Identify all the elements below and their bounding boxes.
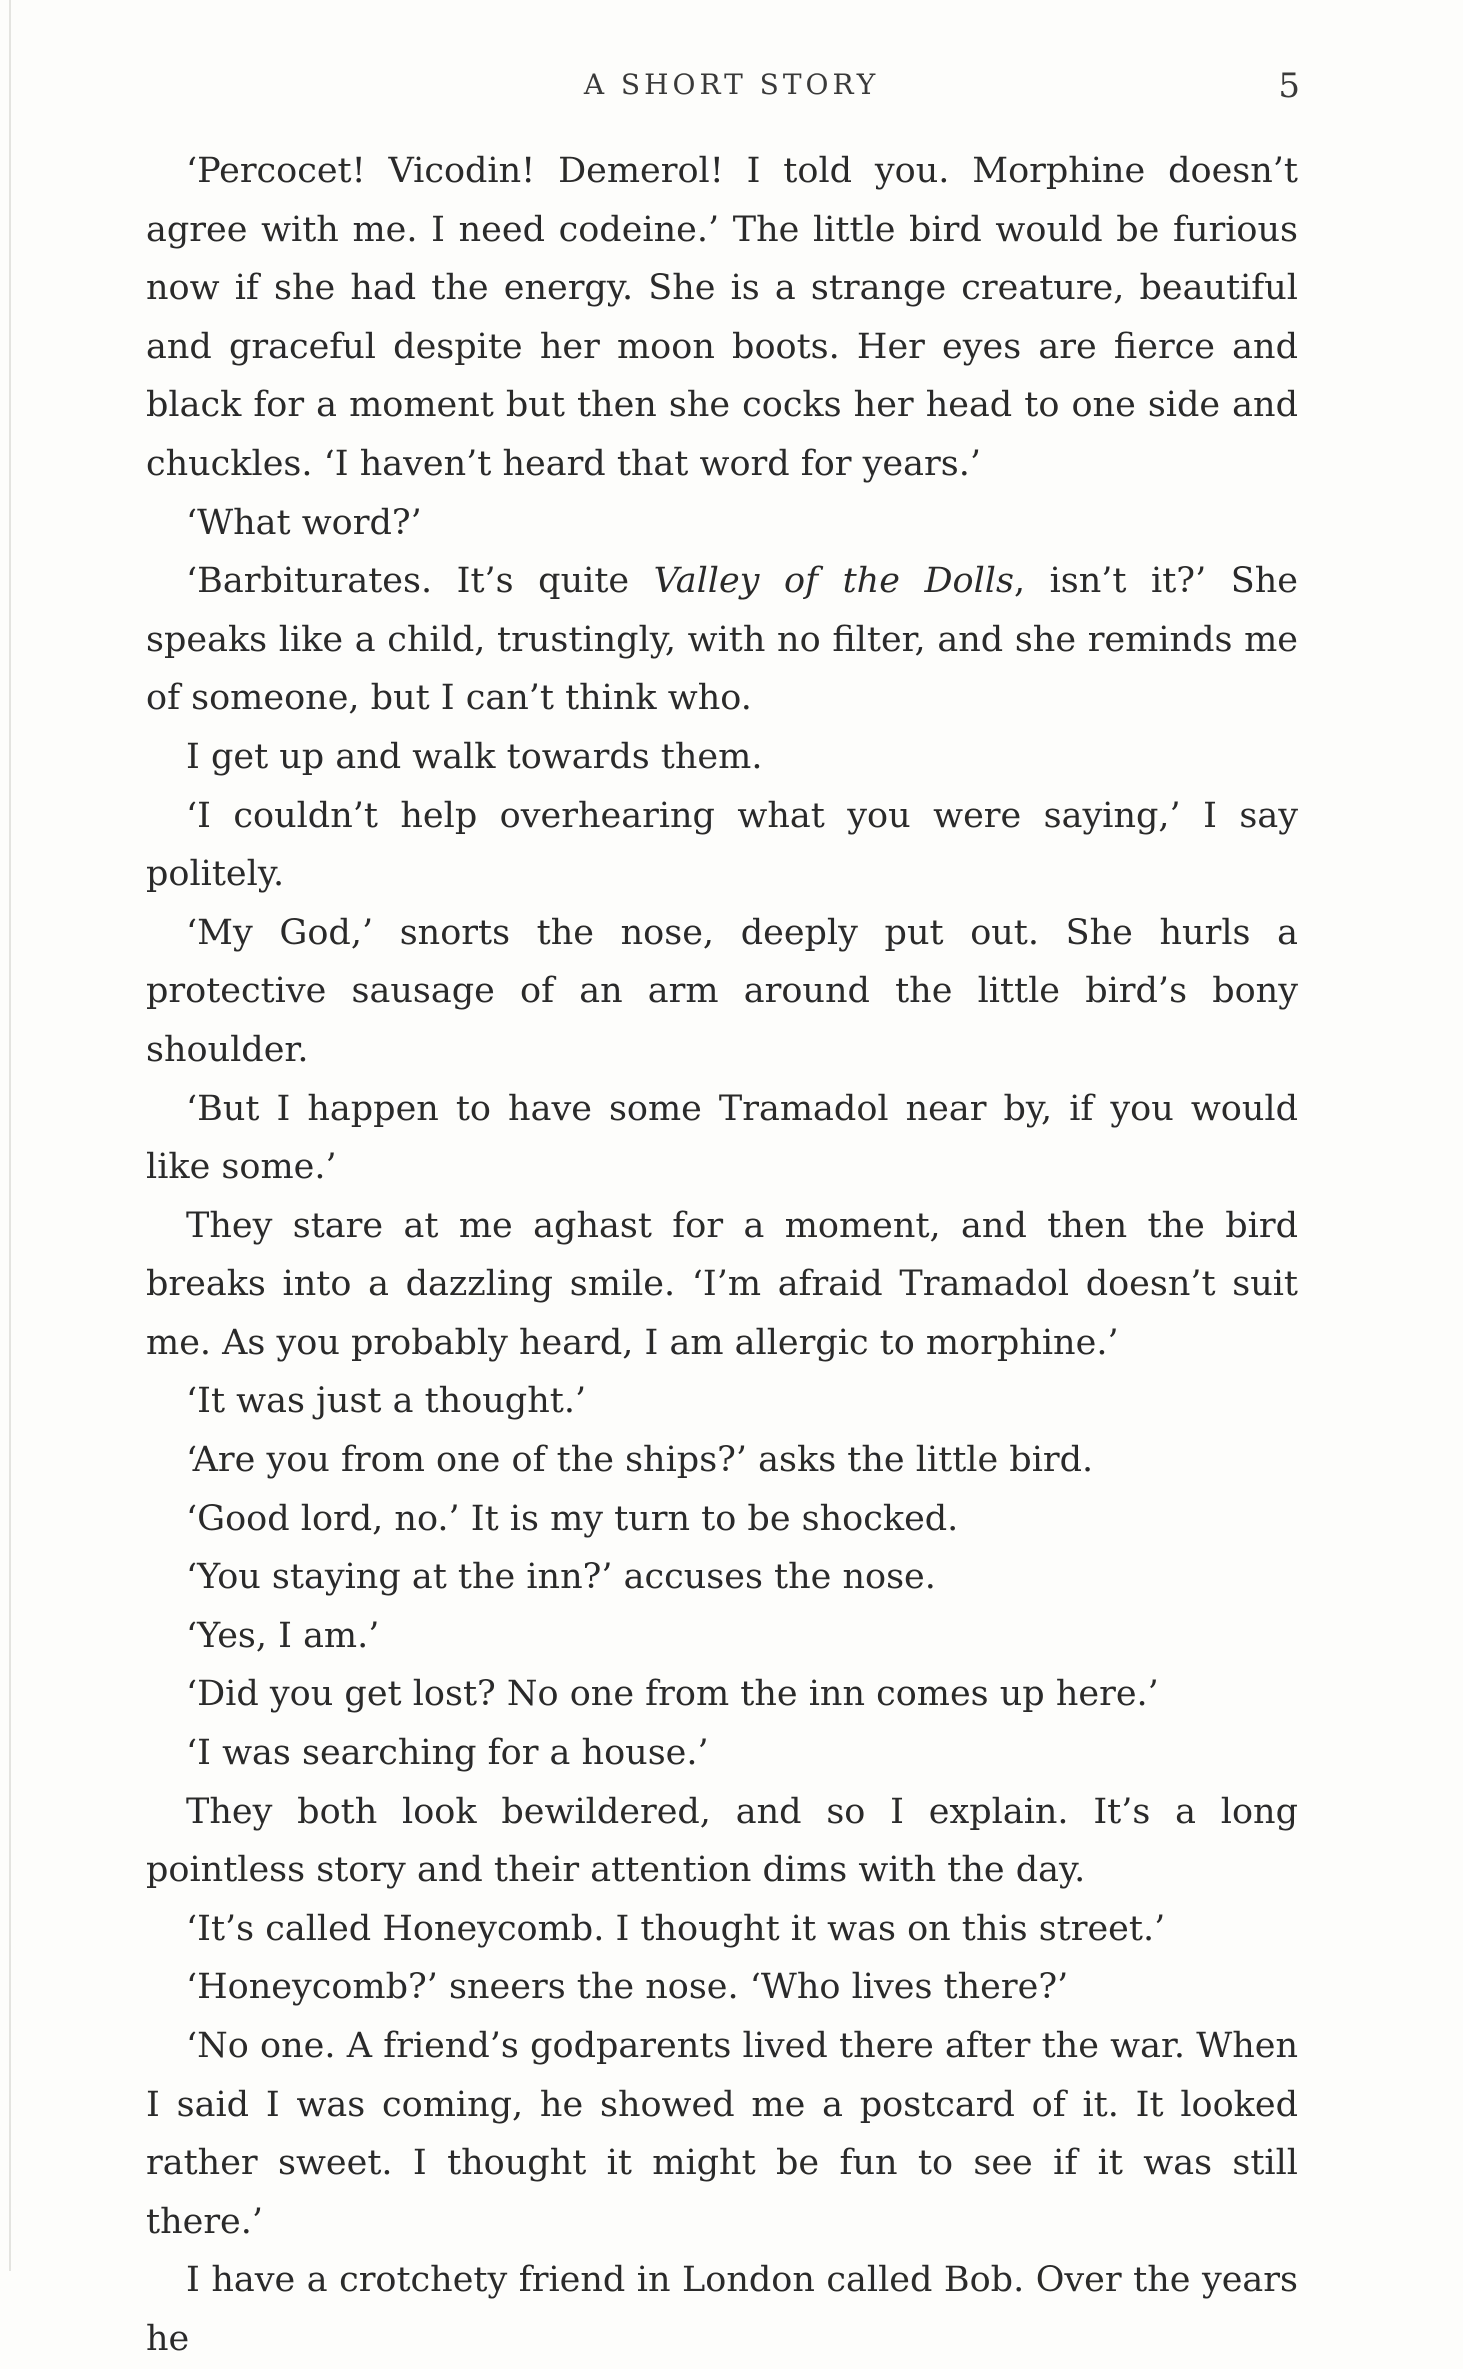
paragraph: I have a crotchety friend in London called Bob. Over the years he xyxy=(146,2260,1298,2359)
paragraph: They both look bewildered, and so I explain. It’s a long pointless story and their attention dims with the day. xyxy=(146,1791,1298,1891)
paragraph: ‘No one. A friend’s godparents lived there after the war. When I said I was coming, he showed me a postcard of it. It looked rather sweet. I thought it might be fun to see if it was still there.’ xyxy=(146,2026,1298,2242)
paragraph: They stare at me aghast for a moment, and then the bird breaks into a dazzling smile. ‘I’m afraid Tramadol doesn’t suit me. As you probably heard, I am allergic to morphine.’ xyxy=(146,1205,1298,1363)
paragraph: ‘Did you get lost? No one from the inn comes up here.’ xyxy=(186,1674,1159,1715)
paragraph: ‘What word?’ xyxy=(186,502,422,543)
paragraph: ‘Honeycomb?’ sneers the nose. ‘Who lives there?’ xyxy=(186,1967,1069,2008)
paragraph: ‘I was searching for a house.’ xyxy=(186,1733,709,1774)
paragraph: ‘It’s called Honeycomb. I thought it was on this street.’ xyxy=(186,1908,1166,1949)
paragraph: ‘I couldn’t help overhearing what you were saying,’ I say politely. xyxy=(146,795,1298,895)
body-text xyxy=(146,142,1298,2369)
paragraph-text: , isn’t it?’ She speaks like a child, trustingly, with no filter, and she reminds me of someone, but I can’t think who. xyxy=(146,561,1298,719)
running-head: A SHORT STORY xyxy=(583,68,880,101)
paragraph: ‘My God,’ snorts the nose, deeply put out. She hurls a protective sausage of an arm around the little bird’s bony shoulder. xyxy=(146,912,1298,1070)
paragraph: ‘Yes, I am.’ xyxy=(186,1615,380,1656)
paragraph-text: ‘Barbiturates. It’s quite xyxy=(186,561,654,602)
book-title-italic: Valley of the Dolls xyxy=(653,561,1014,602)
paragraph xyxy=(146,552,1298,728)
paragraph: ‘It was just a thought.’ xyxy=(186,1381,587,1422)
paragraph: ‘But I happen to have some Tramadol near by, if you would like some.’ xyxy=(146,1088,1298,1188)
page-number: 5 xyxy=(1278,66,1300,106)
paragraph: ‘Are you from one of the ships?’ asks the little bird. xyxy=(186,1440,1094,1481)
gutter-line xyxy=(9,0,11,2271)
paragraph: ‘Percocet! Vicodin! Demerol! I told you. Morphine doesn’t agree with me. I need codeine.’ The little bird would be furious now if she had the energy. She is a strange creature, beautiful and graceful despite her moon boots. Her eyes are fierce and black for a moment but then she cocks her head to one side and chuckles. ‘I haven’t heard that word for years.’ xyxy=(146,151,1298,484)
paragraph: ‘You staying at the inn?’ accuses the nose. xyxy=(186,1557,936,1598)
paragraph: I get up and walk towards them. xyxy=(186,736,763,777)
paragraph: ‘Good lord, no.’ It is my turn to be shocked. xyxy=(186,1498,959,1539)
